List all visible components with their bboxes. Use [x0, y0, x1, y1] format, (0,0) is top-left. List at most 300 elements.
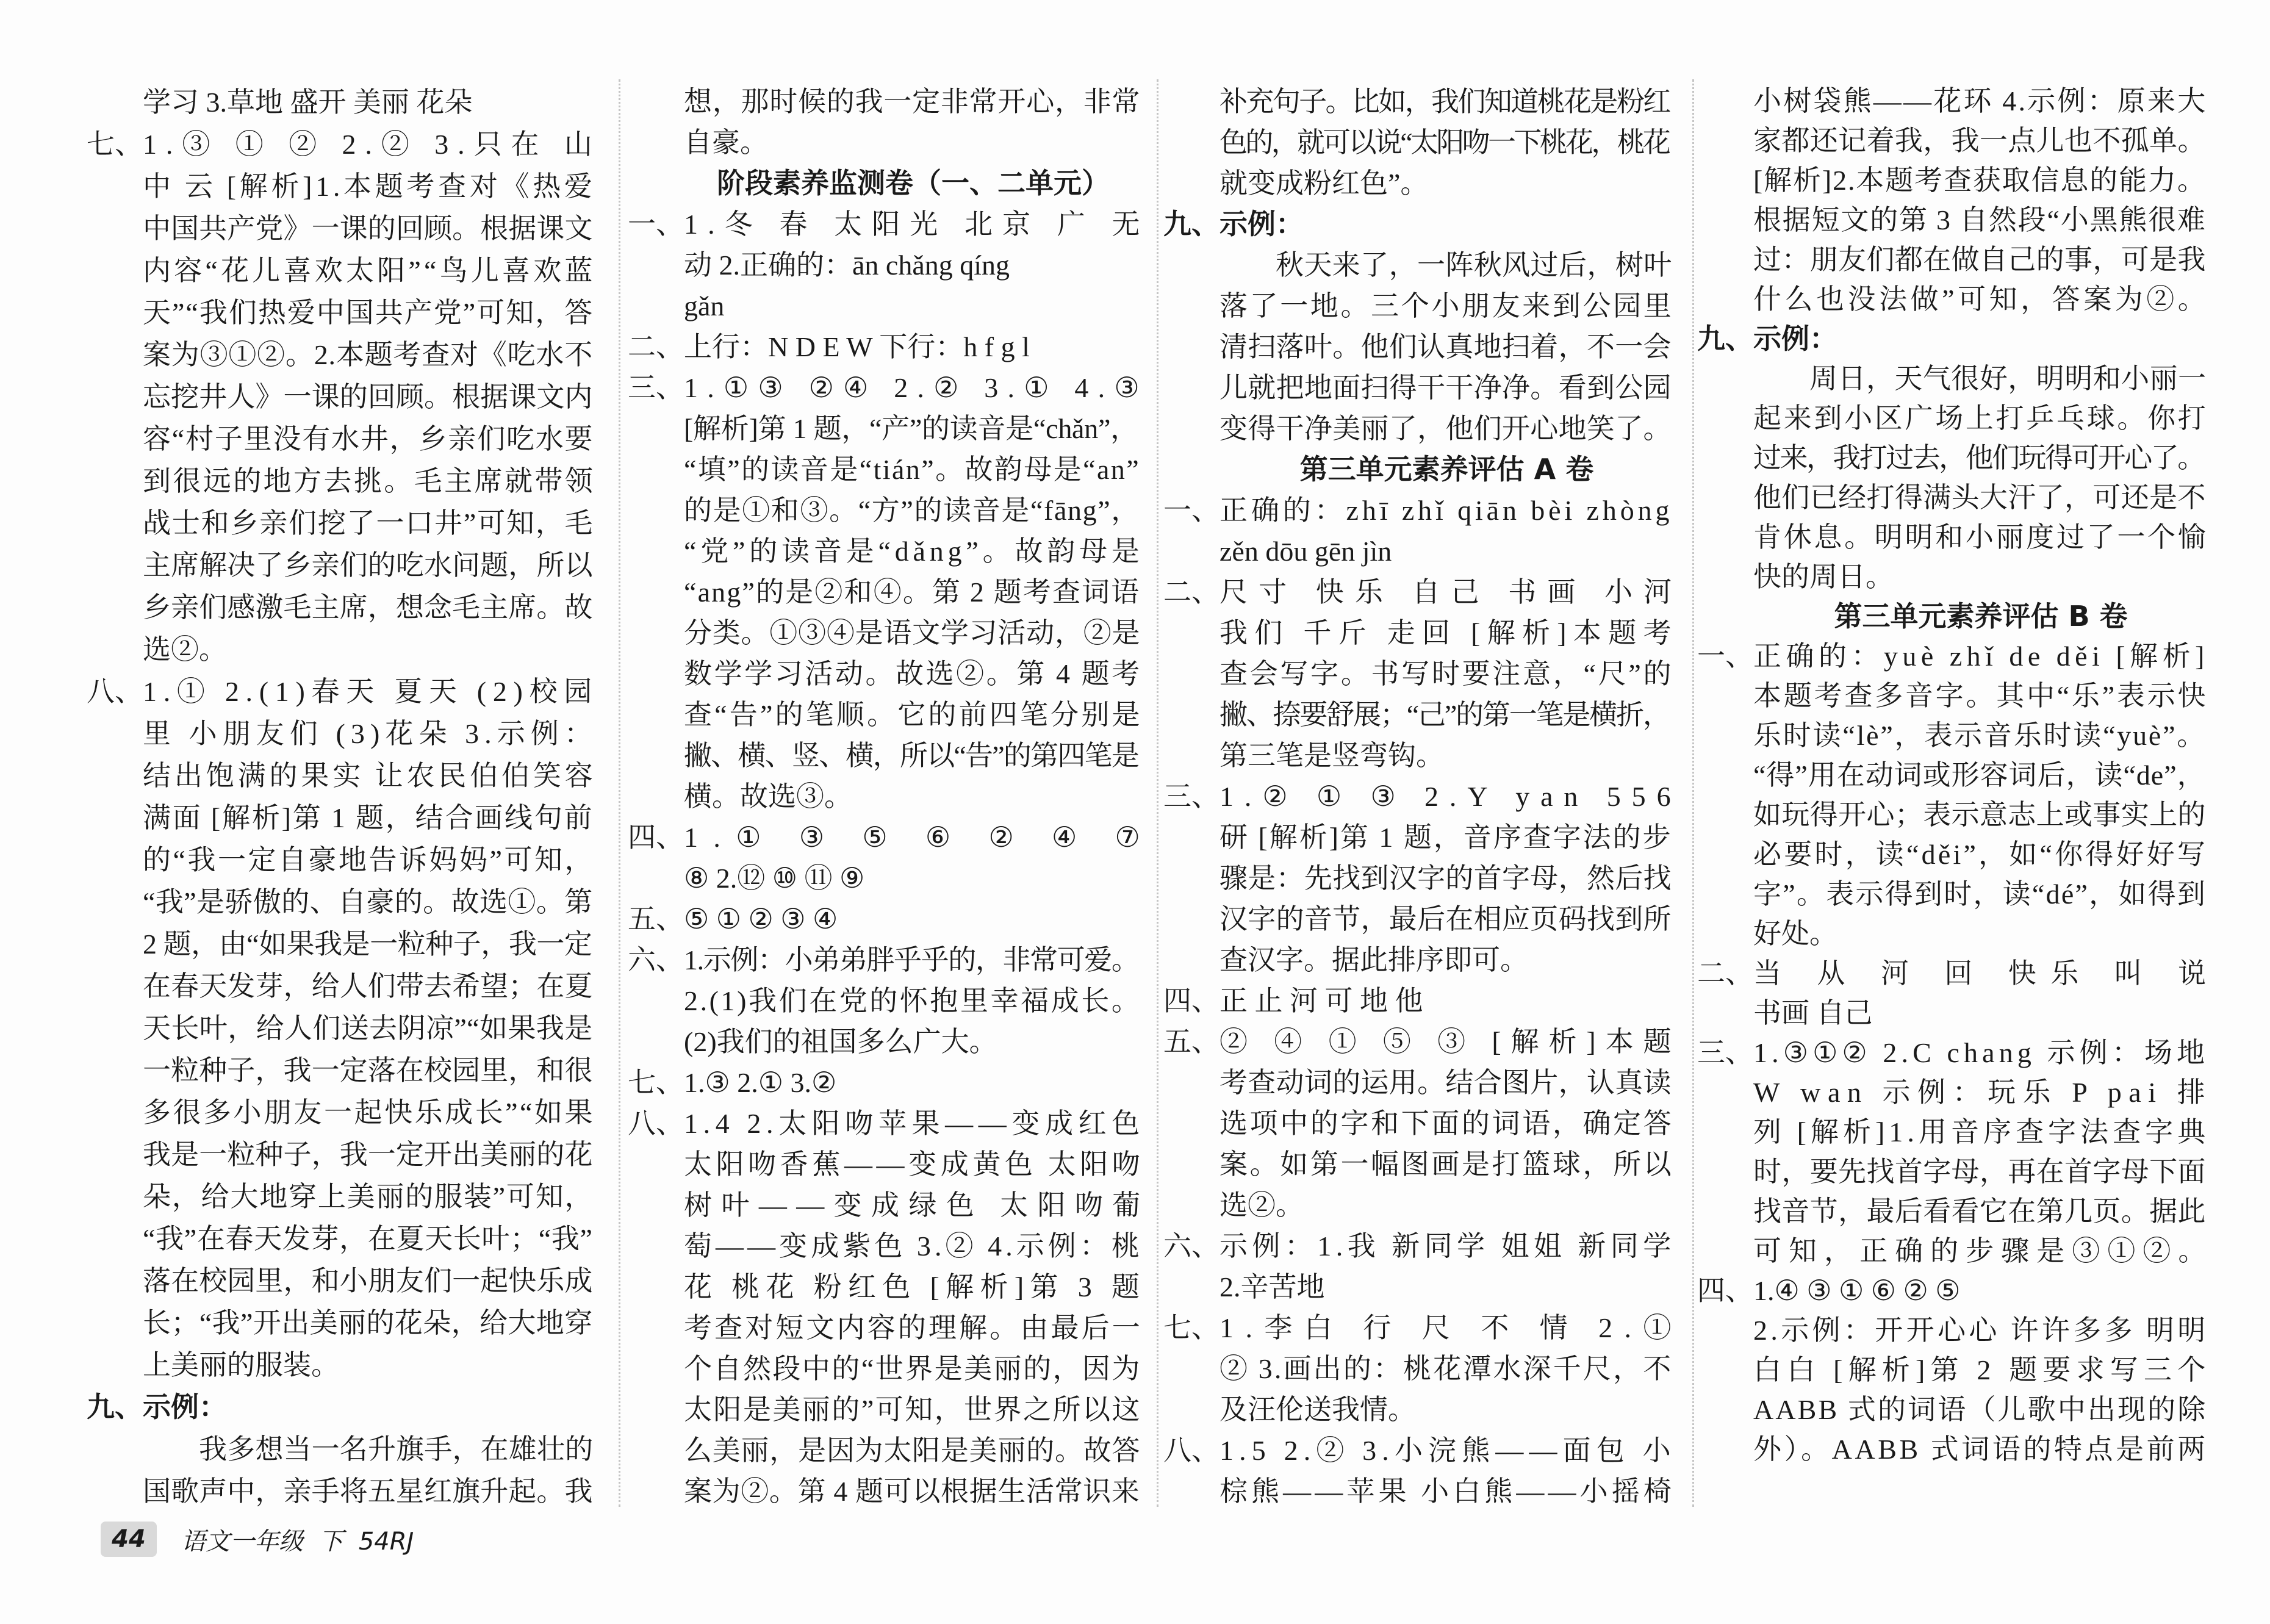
line-text: 天”“我们热爱中国共产党”可知，答 — [143, 297, 594, 328]
line-text: 长；“我”开出美丽的花朵，给大地穿 — [143, 1307, 593, 1338]
answer-line — [143, 207, 595, 250]
answer-line — [143, 713, 598, 755]
answer-line — [143, 544, 595, 586]
line-text: 落了一地。三个小朋友来到公园里 — [1219, 290, 1674, 322]
column-divider — [1157, 79, 1158, 1507]
line-text: ② ④ ① ⑤ ③ [解析]本题 — [1219, 1026, 1681, 1057]
line-text: 2.(1)我们在党的怀抱里幸福成长。 — [684, 985, 1142, 1016]
line-text: 色的，就可以说“太阳吻一下桃花，桃花 — [1219, 127, 1669, 158]
answer-line — [684, 408, 1143, 449]
answer-line — [684, 81, 1143, 122]
answer-line — [684, 122, 1143, 163]
answer-line — [1219, 613, 1678, 653]
answer-line — [628, 817, 1156, 858]
answer-line — [1163, 1307, 1683, 1348]
answer-line — [1753, 716, 2208, 755]
line-text: “填”的读音是“tián”。故韵母是“an” — [684, 454, 1141, 485]
answer-line — [684, 490, 1143, 531]
line-text: 案。如第一幅图画是打篮球，所以 — [1219, 1149, 1674, 1180]
question-number: 七、 — [87, 129, 143, 160]
essay-line — [1753, 517, 2208, 557]
answer-line — [1753, 755, 2208, 795]
line-text: 选项中的字和下面的词语，确定答 — [1219, 1108, 1674, 1139]
answer-line — [1163, 1226, 1676, 1267]
essay-line — [1219, 245, 1674, 286]
line-text: 个自然段中的“世界是美丽的，因为 — [684, 1353, 1141, 1384]
answer-line — [1753, 1072, 2213, 1112]
answer-line — [1753, 795, 2208, 835]
answer-line — [143, 755, 595, 797]
line-text: 本题考查多音字。其中“乐”表示快 — [1753, 680, 2208, 711]
answer-line — [1219, 653, 1674, 694]
line-text: 1.④ ③ ① ⑥ ② ⑤ — [1753, 1275, 1961, 1306]
answer-line — [1697, 1271, 2208, 1310]
line-text: 落在校园里，和小朋友们一起快乐成 — [143, 1265, 593, 1296]
line-text: “我”是骄傲的、自豪的。故选①。第 — [143, 886, 593, 918]
answer-line — [1753, 160, 2208, 200]
line-text: 满面 [解析]第 1 题，结合画线句前 — [143, 802, 594, 833]
answer-line — [1219, 1471, 1674, 1512]
line-text: 汉字的音节，最后在相应页码找到所 — [1219, 904, 1672, 935]
answer-line — [1163, 1430, 1676, 1471]
line-text: 肯休息。明明和小丽度过了一个愉 — [1753, 522, 2208, 553]
line-text: 考查动词的运用。结合图片，认真读 — [1219, 1067, 1672, 1098]
answer-line — [1219, 531, 1674, 572]
answer-line — [684, 1471, 1143, 1512]
question-number: 三、 — [628, 372, 684, 403]
line-text: 一粒种子，我一定落在校园里，和很 — [143, 1055, 593, 1086]
answer-line — [684, 613, 1143, 653]
line-text: 小树袋熊——花环 4.示例：原来大 — [1753, 85, 2208, 117]
page-footer — [101, 1520, 414, 1558]
essay-line — [1219, 367, 1674, 408]
answer-line — [1219, 817, 1674, 858]
line-text: “ang”的是②和④。第 2 题考查词语 — [684, 577, 1141, 608]
question-number: 八、 — [628, 1108, 684, 1139]
question-number: 八、 — [87, 676, 143, 707]
line-text: 国歌声中，亲手将五星红旗升起。我 — [143, 1476, 593, 1507]
line-text: 内容“花儿喜欢太阳”“鸟儿喜欢蓝 — [143, 255, 596, 286]
answer-line — [143, 292, 595, 334]
answer-line — [143, 502, 595, 544]
line-text: 好处。 — [1753, 918, 1837, 949]
answer-line — [684, 531, 1143, 572]
answer-line — [628, 204, 1150, 245]
question-number: 九、 — [87, 1392, 143, 1423]
answer-line — [1753, 1112, 2208, 1152]
line-text: W wan 示例：玩乐 P pai 排 — [1753, 1077, 2213, 1108]
answer-line — [684, 1021, 1143, 1062]
line-text: 我是一粒种子，我一定开出美丽的花 — [143, 1139, 593, 1170]
answer-line — [1163, 490, 1674, 531]
answer-line — [143, 839, 595, 881]
line-text: 可知，正确的步骤是③①②。 — [1753, 1235, 2214, 1267]
line-text: ⑧ 2.⑫ ⑩ ⑪ ⑨ — [684, 863, 865, 894]
answer-line — [1753, 121, 2208, 160]
line-text: 研 [解析]第 1 题，音序查字法的步 — [1219, 822, 1673, 853]
line-text: 横。故选③。 — [684, 781, 852, 812]
answer-line — [143, 923, 595, 965]
answer-line — [684, 1389, 1143, 1430]
question-number: 二、 — [1163, 577, 1219, 608]
line-text: 起来到小区广场上打乒乓球。你打 — [1753, 403, 2208, 434]
line-text: 撇、横、竖、横，所以“告”的第四笔是 — [684, 740, 1139, 771]
answer-line — [1753, 914, 2208, 954]
line-text: 1.示例：小弟弟胖乎乎的，非常可爱。 — [684, 944, 1139, 975]
answer-line — [628, 326, 1143, 367]
line-text: 太阳吻香蕉——变成黄色 太阳吻 — [684, 1149, 1144, 1180]
line-text: 乐时读“lè”，表示音乐时读“yuè”。 — [1753, 720, 2207, 751]
answer-column-1 — [87, 81, 602, 1512]
answer-line — [1219, 940, 1674, 980]
line-text: 撇、捺要舒展；“己”的第一笔是横折， — [1219, 699, 1670, 730]
answer-column-3 — [1163, 81, 1683, 1512]
question-number: 六、 — [628, 944, 684, 975]
book-title: 语文一年级 下 54RJ — [181, 1527, 414, 1556]
question-number: 三、 — [1697, 1037, 1753, 1068]
line-text: 过来，我打过去，他们玩得可开心了。 — [1753, 442, 2204, 473]
answer-line — [1219, 1348, 1674, 1389]
line-text: 查会写字。书写时要注意，“尺”的 — [1219, 658, 1674, 689]
line-text: “我”在春天发芽，在夏天长叶；“我” — [143, 1223, 593, 1254]
line-text: 快的周日。 — [1753, 561, 1894, 592]
question-number: 二、 — [1697, 958, 1753, 989]
line-text: 主席解决了乡亲们的吃水问题，所以 — [143, 550, 593, 581]
line-text: 树叶——变成绿色 太阳吻葡 — [684, 1190, 1150, 1221]
answer-line — [1163, 980, 1674, 1021]
answer-line — [628, 367, 1149, 408]
answer-line — [1697, 1033, 2210, 1072]
question-number: 一、 — [1163, 495, 1219, 526]
answer-line — [1219, 1144, 1674, 1185]
line-text: 儿就把地面扫得干干净净。看到公园 — [1219, 372, 1672, 403]
answer-line — [143, 797, 595, 839]
question-number: 七、 — [1163, 1312, 1219, 1343]
answer-line — [1163, 1021, 1681, 1062]
line-text: 多很多小朋友一起快乐成长”“如果 — [143, 1097, 595, 1128]
line-text: 选②。 — [143, 634, 227, 665]
question-number: 五、 — [1163, 1026, 1219, 1057]
line-text: 阶段素养监测卷（一、二单元） — [717, 167, 1110, 199]
answer-line — [684, 980, 1143, 1021]
line-text: 1.① ③ ⑤ ⑥ ② ④ ⑦ — [684, 822, 1156, 853]
line-text: 1.5 2.② 3.小浣熊——面包 小 — [1219, 1435, 1676, 1466]
essay-line — [143, 1470, 595, 1512]
answer-line — [684, 735, 1143, 776]
line-text: 第三单元素养评估 A 卷 — [1299, 453, 1594, 486]
essay-line — [1753, 359, 2208, 398]
question-number: 三、 — [1163, 781, 1219, 812]
question-number: 四、 — [1697, 1275, 1753, 1306]
line-text: 变得干净美丽了，他们开心地笑了。 — [1219, 413, 1672, 444]
question-number: 八、 — [1163, 1435, 1219, 1466]
line-text: 正确的：yuè zhǐ de děi [解析] — [1753, 641, 2209, 672]
answer-column-4 — [1697, 81, 2221, 1469]
line-text: “党”的读音是“dǎng”。故韵母是 — [684, 536, 1144, 567]
essay-line — [1753, 438, 2208, 478]
answer-line — [143, 1049, 595, 1091]
line-text: 战士和乡亲们挖了一口井”可知，毛 — [143, 508, 594, 539]
line-text: 尺寸 快乐 自己 书画 小河 — [1219, 577, 1683, 608]
answer-line — [684, 1307, 1143, 1348]
line-text: 查汉字。据此排序即可。 — [1219, 944, 1528, 975]
answer-line — [1219, 1103, 1674, 1144]
line-text: 花 桃花 粉红色 [解析]第 3 题 — [684, 1271, 1146, 1302]
essay-line — [1753, 557, 2208, 597]
essay-line — [1753, 478, 2208, 517]
answer-line — [1753, 993, 2208, 1033]
line-text: 案为③①②。2.本题考查对《吃水不 — [143, 339, 593, 370]
answer-line — [684, 1430, 1143, 1471]
line-text: 列 [解析]1.用音序查字法查字典 — [1753, 1116, 2210, 1148]
answer-line — [1753, 874, 2208, 914]
line-text: 考查对短文内容的理解。由最后一 — [684, 1312, 1143, 1343]
line-text: 示例： — [143, 1392, 227, 1423]
line-text: 外）。AABB 式词语的特点是前两 — [1753, 1434, 2208, 1465]
line-text: 学习 3.草地 盛开 美丽 花朵 — [143, 87, 473, 118]
essay-title — [1697, 319, 2208, 359]
line-text: 1.冬 春 太阳光 北京 广 无 — [684, 209, 1150, 240]
line-text: 1.①③ ②④ 2.② 3.① 4.③ — [684, 372, 1149, 403]
line-text: 找音节，最后看看它在第几页。据此 — [1753, 1196, 2206, 1227]
line-text: 想，那时候的我一定非常开心，非常 — [684, 86, 1141, 117]
line-text: 必要时，读“děi”，如“你得好好写 — [1753, 839, 2208, 870]
answer-line — [1753, 1191, 2208, 1231]
line-text: 1.4 2.太阳吻苹果——变成红色 — [684, 1108, 1145, 1139]
line-text: 周日，天气很好，明明和小丽一 — [1809, 363, 2207, 394]
line-text: [解析]2.本题考查获取信息的能力。 — [1753, 165, 2207, 196]
essay-line — [1753, 398, 2208, 438]
question-number: 七、 — [628, 1067, 684, 1098]
answer-line — [1753, 200, 2208, 240]
line-text: 第三笔是竖弯钩。 — [1219, 740, 1444, 771]
answer-line — [143, 1218, 595, 1260]
line-text: AABB 式的词语（儿歌中出现的除 — [1753, 1394, 2208, 1425]
answer-line — [628, 899, 1143, 940]
line-text: 根据短文的第 3 自然段“小黑熊很难 — [1753, 204, 2207, 235]
answer-line — [684, 1267, 1146, 1307]
line-text: 家都还记着我，我一点儿也不孤单。 — [1753, 125, 2206, 156]
line-text: 示例： — [1219, 209, 1304, 240]
line-text: 1.李白 行 尺 不 情 2.① — [1219, 1312, 1683, 1343]
line-text: 1.① 2.(1)春天 夏天 (2)校园 — [143, 676, 599, 707]
line-text: 时，要先找首字母，再在首字母下面 — [1753, 1156, 2206, 1187]
answer-line — [684, 1348, 1143, 1389]
answer-line — [684, 653, 1143, 694]
line-text: 1.③①② 2.C chang 示例：场地 — [1753, 1037, 2210, 1068]
answer-line — [143, 1134, 595, 1176]
answer-line — [1163, 776, 1682, 817]
answer-line — [684, 572, 1143, 613]
line-text: “得”用在动词或形容词后，读“de”， — [1753, 760, 2206, 791]
answer-line — [684, 245, 1143, 286]
answer-line — [143, 376, 595, 418]
answer-line — [143, 460, 595, 502]
line-text: 在春天发芽，给人们带去希望；在夏 — [143, 971, 593, 1002]
answer-line — [1753, 1429, 2208, 1469]
line-text: zěn dōu gēn jìn — [1219, 536, 1392, 567]
answer-line — [143, 165, 595, 207]
line-text: 乡亲们感激毛主席，想念毛主席。故 — [143, 592, 593, 623]
line-text: 白白 [解析]第 2 题要求写三个 — [1753, 1354, 2211, 1385]
answer-line — [143, 1302, 595, 1344]
line-text: 里 小朋友们 (3)花朵 3.示例： — [143, 718, 598, 749]
line-text: 过：朋友们都在做自己的事，可是我 — [1753, 244, 2206, 275]
answer-line — [684, 1185, 1150, 1226]
essay-line — [1219, 408, 1674, 449]
line-text: 的“我一定自豪地告诉妈妈”可知， — [143, 844, 595, 875]
answer-line — [1753, 1350, 2211, 1390]
essay-line — [1219, 286, 1674, 326]
line-text: 朵，给大地穿上美丽的服装”可知， — [143, 1181, 594, 1212]
answer-line — [1219, 1062, 1674, 1103]
line-text: 骤是：先找到汉字的首字母，然后找 — [1219, 863, 1672, 894]
answer-line — [1219, 694, 1674, 735]
line-text: 自豪。 — [684, 127, 768, 158]
answer-line — [1697, 954, 2221, 993]
question-number: 一、 — [628, 209, 684, 240]
line-text: 中国共产党》一课的回顾。根据课文 — [143, 213, 593, 244]
line-text: 示例：1.我 新同学 姐姐 新同学 — [1219, 1231, 1676, 1262]
line-text: 结出饱满的果实 让农民伯伯笑容 — [143, 760, 597, 791]
line-text: 当 从 河 回 快乐 叫 说 — [1753, 958, 2221, 989]
answer-line — [1219, 122, 1674, 163]
column-divider — [1692, 79, 1694, 1507]
line-text: [解析]第 1 题，“产”的读音是“chǎn”， — [684, 413, 1138, 444]
page-number: 44 — [101, 1522, 157, 1557]
answer-line — [143, 81, 595, 123]
question-number: 一、 — [1697, 641, 1753, 672]
answer-line — [1753, 1310, 2208, 1350]
answer-line — [143, 881, 595, 923]
answer-line — [1753, 1390, 2208, 1429]
answer-line — [1219, 1389, 1674, 1430]
line-text: 补充句子。比如，我们知道桃花是粉红 — [1219, 86, 1670, 117]
answer-line — [628, 1103, 1145, 1144]
answer-line — [684, 449, 1143, 490]
line-text: 上行：N D E W 下行：h f g l — [684, 331, 1030, 362]
answer-line — [143, 1091, 595, 1134]
answer-line — [1219, 735, 1674, 776]
answer-line — [628, 1062, 1143, 1103]
answer-line — [143, 1176, 595, 1218]
answer-column-2 — [628, 81, 1156, 1512]
answer-line — [143, 1007, 595, 1049]
answer-line — [143, 628, 595, 670]
line-text: ⑤ ① ② ③ ④ — [684, 904, 838, 935]
line-text: ② 3.画出的：桃花潭水深千尺，不 — [1219, 1353, 1673, 1384]
answer-line — [628, 940, 1143, 980]
line-text: 2.示例：开开心心 许许多多 明明 — [1753, 1315, 2209, 1346]
line-text: 案为②。第 4 题可以根据生活常识来 — [684, 1476, 1140, 1507]
answer-line — [1219, 1267, 1674, 1307]
answer-line — [684, 776, 1143, 817]
essay-title — [1163, 204, 1674, 245]
answer-line — [1219, 1185, 1674, 1226]
answer-line — [1163, 572, 1683, 613]
line-text: 容“村子里没有水井，乡亲们吃水要 — [143, 423, 594, 455]
line-text: 就变成粉红色”。 — [1219, 168, 1429, 199]
line-text: gǎn — [684, 290, 725, 322]
line-text: 正 止 河 可 地 他 — [1219, 985, 1423, 1016]
question-number: 六、 — [1163, 1231, 1219, 1262]
line-text: 示例： — [1753, 323, 1837, 354]
essay-title — [87, 1386, 595, 1428]
line-text: 第三单元素养评估 B 卷 — [1834, 600, 2128, 633]
answer-line — [1753, 1152, 2208, 1191]
line-text: 如玩得开心；表示意志上或事实上的 — [1753, 799, 2206, 830]
line-text: 清扫落叶。他们认真地扫着，不一会 — [1219, 331, 1672, 362]
line-text: 天长叶，给人们送去阴凉”“如果我是 — [143, 1013, 593, 1044]
question-number: 四、 — [1163, 985, 1219, 1016]
section-heading — [1219, 449, 1674, 490]
section-heading — [684, 163, 1143, 204]
question-number: 九、 — [1697, 323, 1753, 354]
line-text: 萄——变成紫色 3.② 4.示例：桃 — [684, 1231, 1143, 1262]
answer-line — [143, 418, 595, 460]
line-text: 中 云 [解析]1.本题考查对《热爱 — [143, 171, 596, 202]
answer-line — [1753, 1231, 2214, 1271]
line-text: 忘挖井人》一课的回顾。根据课文内 — [143, 381, 593, 412]
answer-line — [1753, 279, 2208, 319]
answer-line — [143, 965, 595, 1007]
line-text: 到很远的地方去挑。毛主席就带领 — [143, 465, 595, 497]
answer-line — [87, 670, 599, 713]
answer-line — [1697, 636, 2209, 676]
line-text: 书画 自己 — [1753, 997, 1873, 1029]
question-number: 四、 — [628, 822, 684, 853]
line-text: 正确的：zhī zhǐ qiān bèi zhòng — [1219, 495, 1673, 526]
line-text: 选②。 — [1219, 1190, 1304, 1221]
question-number: 九、 — [1163, 209, 1219, 240]
line-text: 1.③ ① ② 2.② 3.只在 山 — [143, 129, 602, 160]
answer-line — [1753, 835, 2208, 874]
line-text: 1.② ① ③ 2.Y yan 556 — [1219, 781, 1682, 812]
column-divider — [619, 79, 620, 1507]
answer-line — [1219, 858, 1674, 899]
line-text: 查“告”的笔顺。它的前四笔分别是 — [684, 699, 1143, 730]
answer-line — [143, 1260, 595, 1302]
line-text: 什么也没法做”可知，答案为②。 — [1753, 284, 2210, 315]
answer-line — [684, 694, 1143, 735]
answer-line — [87, 123, 602, 165]
line-text: 字”。表示得到时，读“dé”，如得到 — [1753, 878, 2207, 910]
answer-line — [1219, 899, 1674, 940]
line-text: 动 2.正确的：ān chǎng qíng — [684, 250, 1010, 281]
line-text: (2)我们的祖国多么广大。 — [684, 1026, 997, 1057]
answer-line — [1219, 81, 1674, 122]
line-text: 2 题，由“如果我是一粒种子，我一定 — [143, 929, 592, 960]
essay-line — [1219, 326, 1674, 367]
answer-line — [684, 286, 1143, 326]
answer-line — [1753, 240, 2208, 279]
answer-line — [143, 250, 595, 292]
answer-line — [143, 1344, 595, 1386]
line-text: 的是①和③。“方”的读音是“fāng”， — [684, 495, 1140, 526]
line-text: 1.③ 2.① 3.② — [684, 1067, 837, 1098]
question-number: 五、 — [628, 904, 684, 935]
line-text: 及汪伦送我情。 — [1219, 1394, 1416, 1425]
line-text: 我多想当一名升旗手，在雄壮的 — [199, 1434, 594, 1465]
answer-line — [684, 1226, 1143, 1267]
line-text: 太阳是美丽的”可知，世界之所以这 — [684, 1394, 1141, 1425]
answer-line — [143, 586, 595, 628]
answer-line — [1219, 163, 1674, 204]
line-text: 我们 千斤 走回 [解析]本题考 — [1219, 617, 1678, 649]
line-text: 分类。①③④是语文学习活动，②是 — [684, 617, 1141, 649]
essay-line — [143, 1428, 595, 1470]
line-text: 上美丽的服装。 — [143, 1349, 339, 1381]
